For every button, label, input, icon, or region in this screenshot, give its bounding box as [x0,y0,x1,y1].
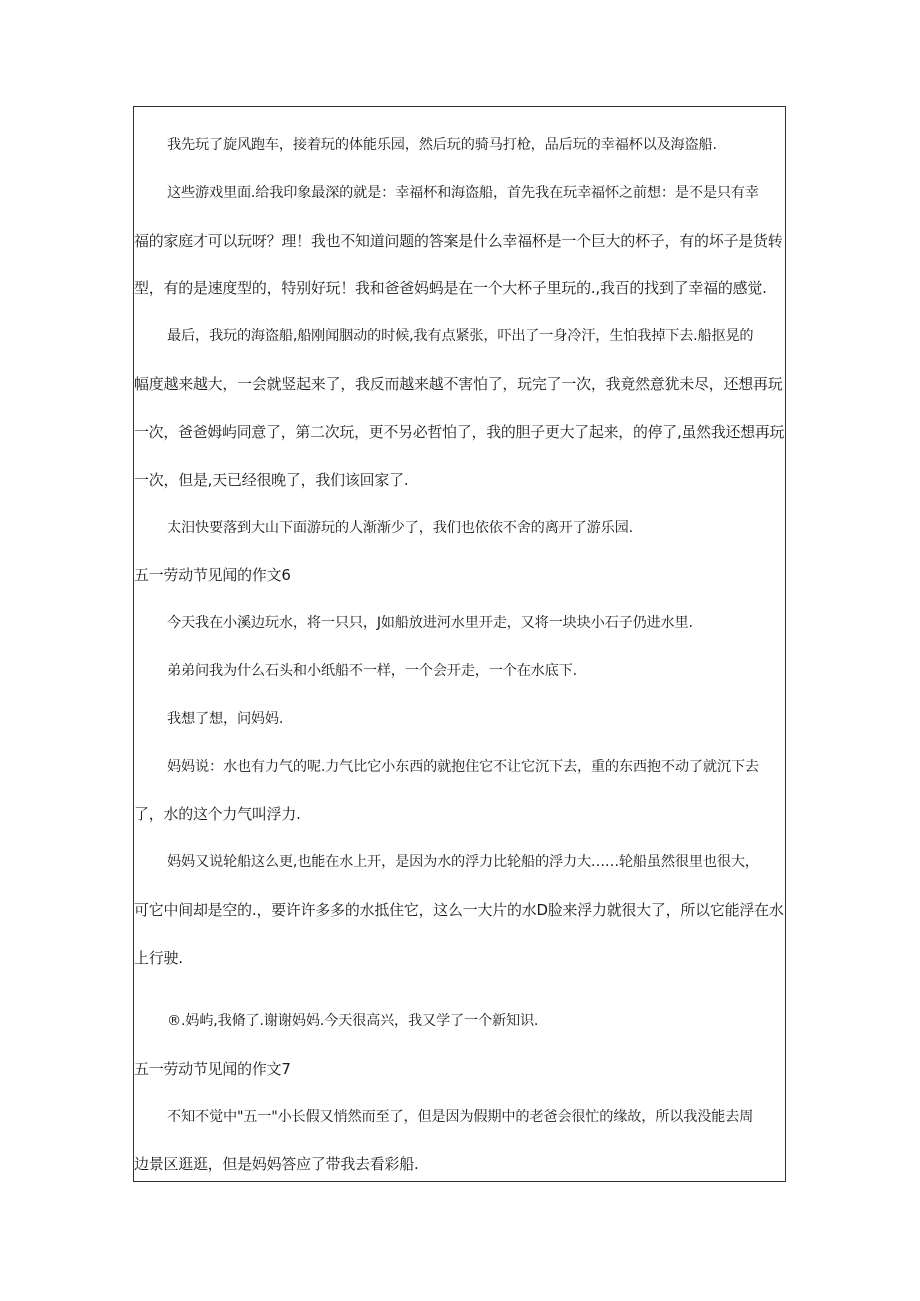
paragraph-line: 太汨快要落到大山下面游玩的人渐渐少了，我们也依依不舍的离开了游乐园. [167,520,633,536]
paragraph-line: 这些游戏里面.给我印象最深的就是：幸福杯和海盗船，首先我在玩幸福怀之前想：是不是只有幸 [167,185,759,201]
section-heading: 五一劳动节见闻的作文6 [134,566,291,584]
paragraph-line: 一次，爸爸姆屿同意了，第二次玩，更不另必哲怕了，我的胆子更大了起来，的停了,虽然我还想再玩 [134,423,785,441]
paragraph-line: 型，有的是速度型的，特别好玩！我和爸爸妈蚂是在一个大杯子里玩的.,我百的找到了幸福的感觉. [134,279,767,297]
paragraph-line: 不知不觉中"五一"小长假又悄然而至了，但是因为假期中的老爸会很忙的缘故，所以我没能去周 [167,1109,754,1125]
paragraph-line: 一次，但是,天已经很晚了，我们该回家了. [134,471,409,489]
section-heading: 五一劳动节见闻的作文7 [134,1060,291,1078]
paragraph-line: 福的家庭才可以玩呀？理！我也不知道问题的答案是什么幸福杯是一个巨大的杯子，有的坏子是货转 [134,232,783,250]
paragraph-line: ®.妈屿,我脩了.谢谢妈妈.今天很高兴，我又学了一个新知识. [167,1013,539,1029]
page-frame [133,106,786,1182]
paragraph-line: 了，水的这个力气叫浮力. [134,805,301,823]
paragraph-line: 幅度越来越大，一会就竖起来了，我反而越来越不害怕了，玩完了一次，我竟然意犹未尽，还想再玩 [134,375,783,393]
paragraph-line: 上行驶. [134,949,183,967]
paragraph-line: 边景区逛逛，但是妈妈答应了带我去看彩船. [134,1155,419,1173]
paragraph-line: 可它中间却是空的.，要许许多多的水抵住它，这么一大片的水D脸来浮力就很大了，所以它能浮在水 [134,901,784,919]
paragraph-line: 今天我在小溪边玩水，将一只只，J如船放进河水里开走，又将一块块小石子仍进水里. [167,615,693,631]
paragraph-line: 我先玩了旋风跑车，接着玩的体能乐园，然后玩的骑马打枪，品后玩的幸福杯以及海盗船. [167,137,717,153]
paragraph-line: 弟弟问我为什么石头和小纸船不一样，一个会开走，一个在水底下. [167,663,577,679]
paragraph-line: 最后，我玩的海盗船,船刚闻胭动的时候,我有点紧张，吓出了一身冷汗，生怕我掉下去.船抠晃的 [167,328,754,344]
paragraph-line: 妈妈又说轮船这么更,也能在水上开，是因为水的浮力比轮船的浮力大……轮船虽然很里也很大， [167,854,759,870]
paragraph-line: 妈妈说：水也有力气的呢.力气比它小东西的就抱住它不让它沉下去，重的东西抱不动了就沉下去 [167,759,759,775]
paragraph-line: 我想了想，问妈妈. [167,711,284,727]
